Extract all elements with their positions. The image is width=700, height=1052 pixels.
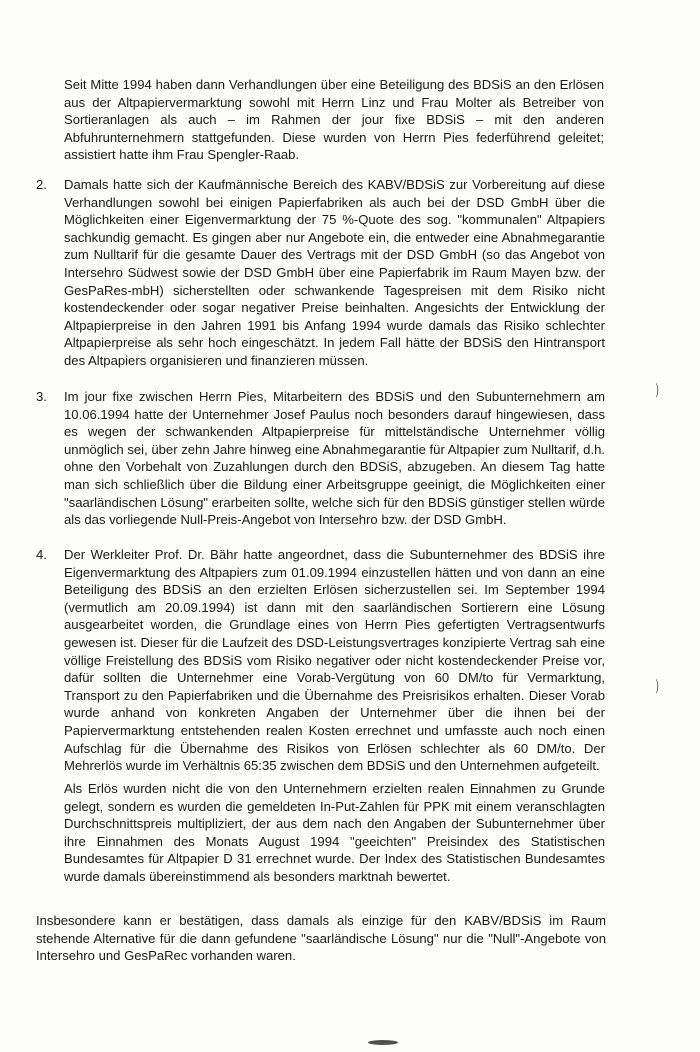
item-number: 2.	[36, 177, 47, 192]
scan-smudge	[368, 1040, 398, 1045]
item-text: Der Werkleiter Prof. Dr. Bähr hatte angeordnet, dass die Subunternehmer des BDSiS ihre Eigenvermarktung des Altpapiers zum 01.09.1994 einzustellen hätten und von dann an eine Beteiligung des BDSiS an den erzielten Erlösen sicherzustellen sei. Im September 1994 (vermutlich am 20.09.1994) ist dann mit den saarländischen Sortierern eine Lösung ausgearbeitet worden, die Grundlage eines von Herrn Pies gefertigten Vertragsentwurfs gewesen ist. Dieser für die Laufzeit des DSD-Leistungsvertrages konzipierte Vertrag sah eine völlige Freistellung des BDSiS vom Risiko negativer oder nicht kostendeckender Preise vor, dafür sollten die Unternehmer eine Vorab-Vergütung von 60 DM/to für Vermarktung, Transport zu den Papierfabriken und die Übernahme des Preisrisikos erhalten. Dieser Vorab wurde anhand von konkreten Angaben der Unternehmer über die ihnen bei der Papiervermarktung entstehenden realen Kosten errechnet und umfasste auch noch einen Aufschlag für die Übernahme des Risikos von Erlösen schlechter als 60 DM/to. Der Mehrerlös wurde im Verhältnis 65:35 zwischen dem BDSiS und den Unternehmen aufgeteilt.	[64, 547, 605, 774]
closing-paragraph: Insbesondere kann er bestätigen, dass damals als einzige für den KABV/BDSiS im Raum stehende Alternative für die dann gefundene "saarländische Lösung" nur die "Null"-Angebote von Intersehro und GesPaRec vorhanden waren.	[36, 913, 606, 964]
item-4-continuation-paragraph: Als Erlös wurden nicht die von den Unternehmern erzielten realen Einnahmen zu Grunde gelegt, sondern es wurden die gemeldeten In-Put-Zahlen für PPK mit einem veranschlagten Durchschnittspreis multipliziert, der aus dem nach den Angaben der Subunternehmer über ihre Einnahmen des Monats August 1994 "geeichten" Preisindex des Statistischen Bundesamtes für Altpapier D 31 errechnet wurde. Der Index des Statistischen Bundesamtes wurde damals übereinstimmend als besonders marktnah bewertet.	[64, 781, 605, 884]
intro-paragraph: Seit Mitte 1994 haben dann Verhandlungen über eine Beteiligung des BDSiS an den Erlösen aus der Altpapiervermarktung sowohl mit Herrn Linz und Frau Molter als Betreiber von Sortieranlagen als auch – im Rahmen der jour fixe BDSiS – mit den anderen Abfuhrunternehmern stattgefunden. Diese wurden von Herrn Pies federführend geleitet; assistiert hatte ihm Frau Spengler-Raab.	[64, 77, 604, 163]
scan-artifact-mark: )	[655, 676, 659, 695]
item-number: 4.	[36, 547, 47, 562]
item-text: Im jour fixe zwischen Herrn Pies, Mitarbeitern des BDSiS und den Subunternehmern am 10.06.1994 hatte der Unternehmer Josef Paulus noch besonders darauf hingewiesen, dass es wegen der schwankenden Altpapierpreise für mittelständische Unternehmer völlig unmöglich sei, über zehn Jahre hinweg eine Abnahmegarantie für Altpapier zum Nulltarif, d.h. ohne den Vorbehalt von Zuzahlungen durch den BDSiS, abzugeben. An diesem Tag hatte man sich schließlich über die Bildung einer Arbeitsgruppe geeinigt, die Möglichkeiten einer "saarländischen Lösung" erarbeiten sollte, welche sich für den BDSiS günstiger stellen würde als das vorliegende Null-Preis-Angebot von Intersehro bzw. der DSD GmbH.	[64, 389, 605, 528]
scan-artifact-mark: )	[655, 380, 659, 399]
item-number: 3.	[36, 389, 47, 404]
item-text: Damals hatte sich der Kaufmännische Bereich des KABV/BDSiS zur Vorbereitung auf diese Verhandlungen sowohl bei einigen Papierfabriken als auch bei der DSD GmbH über die Möglichkeiten einer Eigenvermarktung der 75 %-Quote des sog. "kommunalen" Altpapiers sachkundig gemacht. Es gingen aber nur Angebote ein, die entweder eine Abnahmegarantie zum Nulltarif für die gesamte Dauer des Vertrags mit der DSD GmbH (so das Angebot von Intersehro Südwest sowie der DSD GmbH über eine Papierfabrik im Raum Mayen bzw. der GesPaRes-mbH) sicherstellten oder schwankende Tagespreisen mit dem Risiko nicht kostendeckender oder sogar negativer Preise beinhalten. Angesichts der Entwicklung der Altpapierpreise in den Jahren 1991 bis Anfang 1994 wurde damals das Risiko schlechter Altpapierpreise als sehr hoch eingeschätzt. In jedem Fall hätte der BDSiS den Hintransport des Altpapiers organisieren und finanzieren müssen.	[64, 177, 605, 368]
